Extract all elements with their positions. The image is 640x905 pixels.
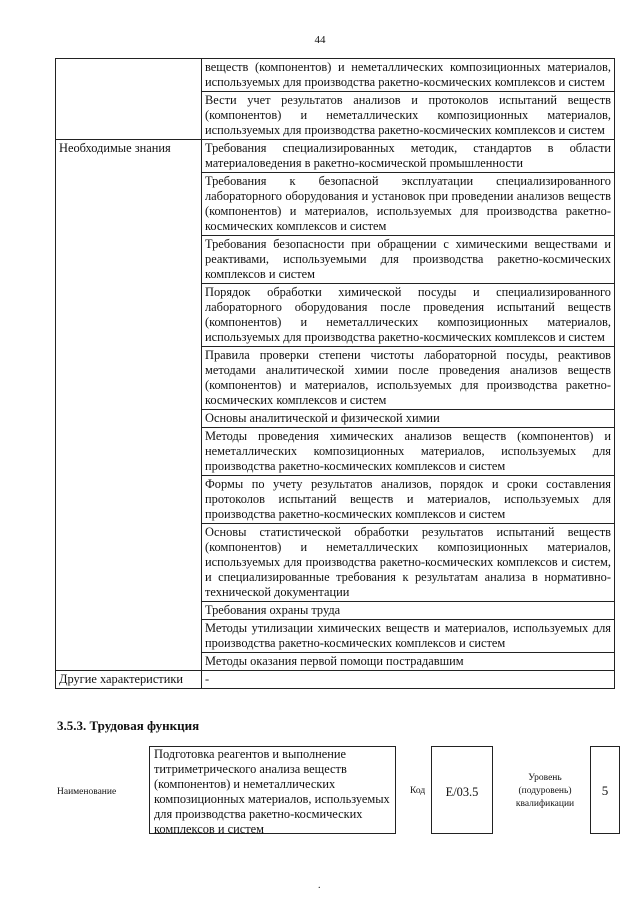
row-item: Формы по учету результатов анализов, порядок и сроки составления протоколов испытаний веществ и материалов, используемых для производства ракетно-космических комплексов и систем [202,476,615,524]
name-label: Наименование [57,787,117,797]
row-item: Требования охраны труда [202,602,615,620]
table-row [56,59,615,92]
row-item: Вести учет результатов анализов и протоколов испытаний веществ (компонентов) и неметаллических композиционных материалов, используемых для производства ракетно-космических комплексов и систем [202,92,615,140]
row-item: Основы статистической обработки результатов испытаний веществ (компонентов) и неметаллических композиционных материалов, используемых для производства ракетно-космических комплексов и систем, и специализированные требования к результатам анализа в нормативно-технической документации [202,524,615,602]
row-item: - [202,671,615,689]
table-row [56,140,615,173]
row-item: Методы проведения химических анализов веществ (компонентов) и неметаллических композиционных материалов, используемых для производства ракетно-космических комплексов и систем [202,428,615,476]
level-label: Уровень (подуровень) квалификации [515,773,575,809]
row-item: Требования безопасности при обращении с химическими веществами и реактивами, используемыми для производства ракетно-космических комплексов и систем [202,236,615,284]
row-item: Требования специализированных методик, стандартов в области материаловедения в ракетно-космической промышленности [202,140,615,173]
row-item: Основы аналитической и физической химии [202,410,615,428]
row-item: веществ (компонентов) и неметаллических композиционных материалов, используемых для производства ракетно-космических комплексов и систем [202,59,615,92]
code-label: Код [410,786,426,796]
competency-table [55,58,615,689]
function-name-field: Подготовка реагентов и выполнение титриметрического анализа веществ (компонентов) и неметаллических композиционных материалов, используемых для производства ракетно-космических комплексов и систем [149,746,396,834]
level-field: 5 [590,746,620,834]
row-item: Правила проверки степени чистоты лабораторной посуды, реактивов методами аналитической химии после проведения анализов веществ (компонентов) и материалов, используемых для производства ракетно-космических комплексов и систем [202,347,615,410]
footer-mark: . [318,880,321,891]
page-number: 44 [314,34,326,46]
row-label [56,59,202,140]
table-row [56,671,615,689]
row-item: Порядок обработки химической посуды и специализированного лабораторного оборудования после проведения испытаний веществ (компонентов) и неметаллических композиционных материалов, используемых для производства ракетно-космических комплексов и систем [202,284,615,347]
labor-function-block [55,746,625,838]
function-code-field: E/03.5 [431,746,493,834]
row-item: Методы утилизации химических веществ и материалов, используемых для производства ракетно-космических комплексов и систем [202,620,615,653]
row-item: Методы оказания первой помощи пострадавшим [202,653,615,671]
section-title: 3.5.3. Трудовая функция [57,718,200,733]
row-label: Необходимые знания [56,140,202,671]
row-label: Другие характеристики [56,671,202,689]
row-item: Требования к безопасной эксплуатации специализированного лабораторного оборудования и установок при проведении анализов веществ (компонентов) и материалов, используемых для производства ракетно-космических комплексов и систем [202,173,615,236]
